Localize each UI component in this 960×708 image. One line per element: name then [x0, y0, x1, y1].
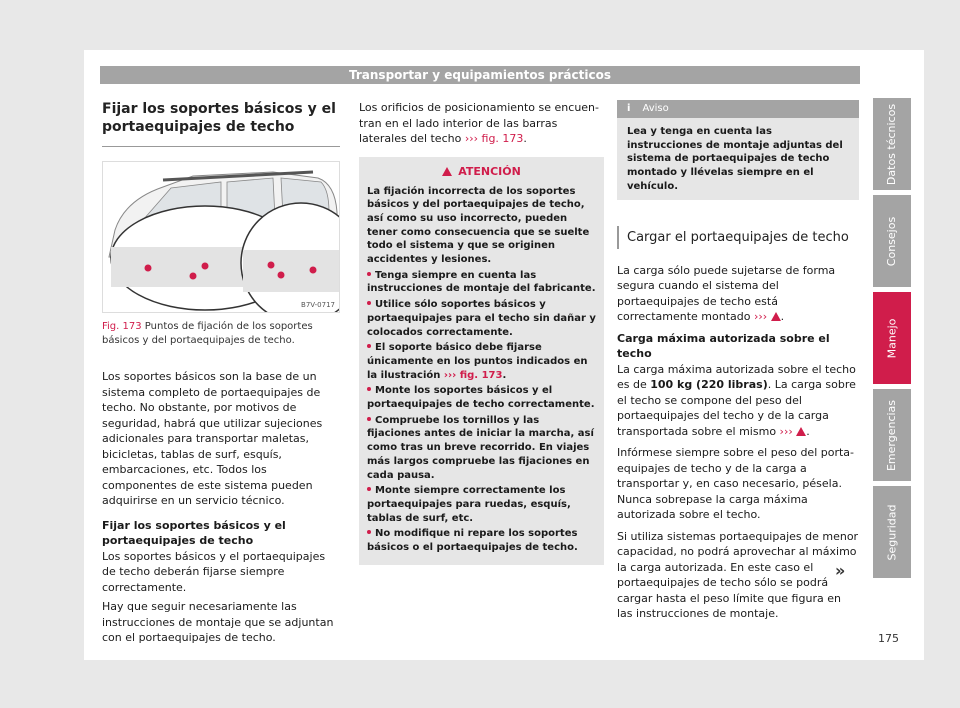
warning-icon	[771, 312, 781, 321]
figure-number: Fig. 173	[102, 321, 142, 332]
column-2	[359, 100, 604, 565]
note-title: Aviso	[642, 103, 669, 114]
tab-label: Datos técnicos	[885, 103, 899, 185]
warning-icon	[796, 427, 806, 436]
warning-bullet: No modifique ni repare los soportes básicos o el portaequipajes de techo.	[367, 527, 596, 554]
text: La carga máxima autorizada sobre el techo es de	[617, 362, 856, 392]
car-roof-illustration	[103, 162, 340, 313]
warning-link[interactable]: ›››	[753, 310, 768, 324]
column-1	[102, 100, 340, 646]
column-3	[617, 100, 859, 622]
text: .	[502, 369, 507, 381]
warning-bullet: Monte siempre correctamente los portaequipajes para ruedas, esquís, tablas de surf, etc.	[367, 484, 596, 525]
section-heading: Cargar el portaequipajes de techo	[617, 226, 859, 249]
warning-text: La fijación incorrecta de los soportes básicos y del portaequipajes de techo, así como su uso incorrecto, pueden tener como consecuencia que se suelte todo el sistema y que se originen accidentes y lesiones.	[367, 185, 590, 266]
warning-bullet	[367, 341, 596, 382]
warning-box	[359, 157, 604, 565]
warning-bullet: Tenga siempre en cuenta las instrucciones de montaje del fabricante.	[367, 269, 596, 295]
subheading: Carga máxima autorizada sobre el techo	[617, 331, 830, 361]
tab-datos-tecnicos[interactable]	[873, 98, 911, 190]
continue-arrow: »	[835, 561, 846, 580]
paragraph: La carga máxima autorizada sobre el techo es de 100 kg (220 libras). La carga sobre el techo se compone del peso del portaequipajes del techo y de la carga transportada sobre el mismo ››› .	[617, 362, 856, 438]
tab-seguridad[interactable]	[873, 486, 911, 578]
figure-code: B7V-0717	[301, 301, 335, 309]
tab-label: Emergencias	[885, 399, 899, 471]
chapter-header: Transportar y equipamientos prácticos	[100, 66, 860, 84]
section-title: Fijar los soportes básicos y el portaequipajes de techo	[102, 100, 340, 147]
paragraph	[359, 100, 604, 147]
note-box	[617, 100, 859, 200]
page-number: 175	[878, 632, 899, 645]
max-load-value: 100 kg (220 libras)	[650, 378, 768, 392]
text: Los orificios de posicionamiento se encuentran en el lado interior de las barras laterales del techo	[359, 101, 600, 145]
paragraph: Los soportes básicos son la base de un sistema completo de portaequipajes de techo. No obstante, por motivos de seguridad, habrá que utilizar sujeciones adicionales para transportar maletas, bicicletas, tablas de surf, esquís, embarcaciones, etc. Todos los componentes de este sistema pueden adquirirse en un servicio técnico.	[102, 370, 323, 507]
warning-bullet: Monte los soportes básicos y el portaequipajes de techo correctamente.	[367, 385, 595, 411]
tab-emergencias[interactable]	[873, 389, 911, 481]
warning-header	[367, 165, 596, 178]
caption-text: Puntos de fijación de los soportes básicos y del portaequipajes de techo.	[102, 321, 313, 346]
figure-173	[102, 161, 340, 313]
text: La carga sólo puede sujetarse de forma segura cuando el sistema del portaequipajes de techo está correctamente montado	[617, 263, 836, 324]
warning-bullet: Utilice sólo soportes básicos y portaequipajes para el techo sin dañar y colocados correctamente.	[367, 299, 596, 338]
tab-consejos[interactable]	[873, 195, 911, 287]
figure-caption	[102, 320, 340, 347]
paragraph: La carga sólo puede sujetarse de forma segura cuando el sistema del portaequipajes de techo está correctamente montado ››› .	[617, 263, 836, 324]
text: .	[523, 132, 527, 145]
tab-manejo[interactable]	[873, 292, 911, 384]
figure-link[interactable]: ››› fig. 173	[464, 132, 524, 145]
tab-label: Seguridad	[885, 504, 899, 560]
note-text: Lea y tenga en cuenta las instrucciones de montaje adjuntas del sistema de portaequipajes de techo montado y llévelas siempre en el vehículo.	[627, 126, 843, 192]
tab-label: Manejo	[885, 318, 899, 358]
paragraph: Si utiliza sistemas portaequipajes de menor capacidad, no podrá aprovechar al máximo la carga autorizada. En este caso el portaequipajes de techo sólo se podrá cargar hasta el peso límite que figura en las instrucciones de montaje.	[617, 529, 859, 621]
warning-title: ATENCIÓN	[458, 164, 521, 178]
info-icon: i	[627, 103, 631, 114]
paragraph: Hay que seguir necesariamente las instrucciones de montaje que se adjuntan con el portaequipajes de techo.	[102, 600, 334, 644]
figure-link[interactable]: ››› fig. 173	[443, 369, 503, 381]
warning-icon	[442, 167, 452, 176]
warning-bullet: Compruebe los tornillos y las fijaciones antes de iniciar la marcha, así como tras un breve recorrido. En viajes más largos compruebe las fijaciones en cada pausa.	[367, 414, 596, 483]
subheading: Fijar los soportes básicos y el portaequipajes de techo	[102, 518, 286, 547]
text: . La carga sobre el techo se compone del peso del portaequipajes del techo y de la carga transportada sobre el mismo	[617, 378, 856, 438]
text: El soporte básico debe fijarse únicamente en los puntos indicados en la ilustración	[367, 342, 588, 381]
tab-label: Consejos	[885, 216, 899, 266]
paragraph: Infórmese siempre sobre el peso del portaequipajes de techo y de la carga a transportar y, en caso necesario, pésela. Nunca sobrepase la carga máxima autorizada sobre el techo.	[617, 446, 855, 522]
warning-link[interactable]: ›››	[779, 424, 793, 438]
paragraph: Los soportes básicos y el portaequipajes de techo deberán fijarse siempre correctamente.	[102, 549, 326, 594]
note-header	[617, 100, 859, 118]
